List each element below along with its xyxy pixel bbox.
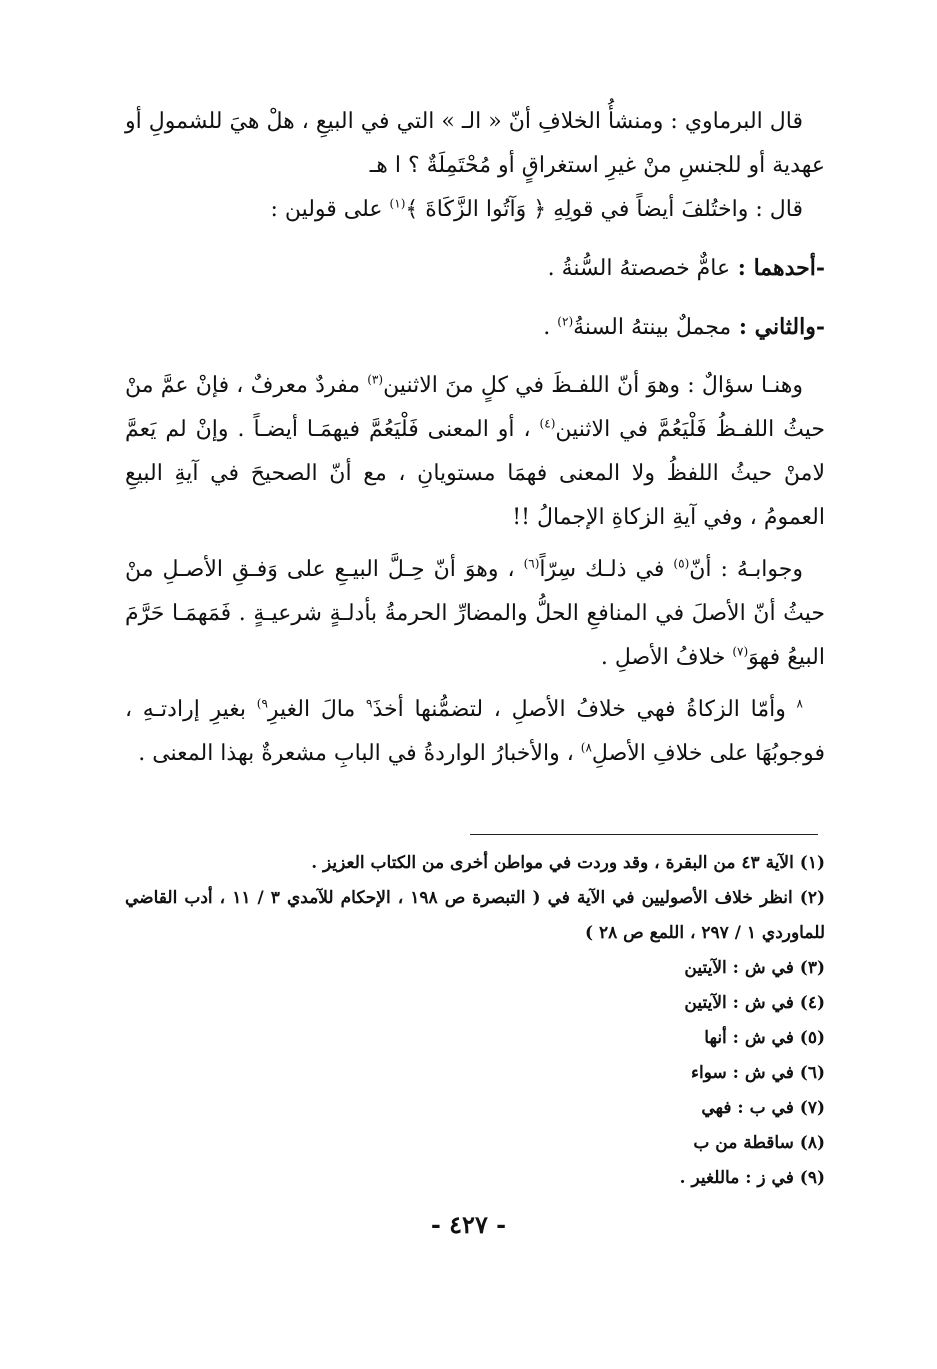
footnote-divider (470, 834, 818, 835)
paragraph-zakat (125, 688, 825, 776)
paragraph-answer (125, 548, 825, 680)
text-run: ، وهوَ أنّ حِـلَّ البيـعِ على وَفـقِ الأصـلِ منْ حيثُ أنّ الأصلَ في المنافعِ الحلُّ والمضارِّ الحرمةُ بأدلـةٍ شرعيـةٍ . فَمَهمَـا حَرَّمَ البيعُ فهوَ (125, 557, 825, 670)
footnote: (٨) ساقطة من ب (693, 1133, 825, 1153)
opinion-label: -أحدهما : (730, 255, 825, 281)
footnote-ref: (٢) (557, 314, 574, 329)
text-run: ، والأخبارُ الواردةُ في البابِ مشعرةٌ بهذا المعنى . (138, 741, 581, 766)
footnote: (٧) في ب : فهي (701, 1098, 825, 1118)
footnote: (٢) انظر خلاف الأصوليين في الآية في ( التبصرة ص ١٩٨ ، الإحكام للآمدي ٣ / ١١ ، أدب القاضي للماوردي ١ / ٢٩٧ ، اللمع ص ٢٨ ) (125, 888, 826, 943)
page-number: - ٤٢٧ - (430, 1210, 507, 1239)
footnote: (٣) في ش : الآيتين (684, 958, 825, 978)
paragraph-zakat-verse (125, 188, 825, 232)
text-run: وهنـا سؤالٌ : وهوَ أنّ اللفـظَ في كلٍ منَ الاثنين (383, 373, 804, 398)
paragraph-second-opinion (125, 305, 825, 350)
variant-marker: ٨) (580, 740, 592, 755)
footnote: (٦) في ش : سواء (691, 1063, 825, 1083)
footnote-ref: (٤) (539, 416, 556, 431)
footnote: (٤) في ش : الآيتين (684, 993, 825, 1013)
footnote-ref: (٦) (523, 556, 540, 571)
paragraph-barmawi-quote (125, 100, 825, 188)
variant-marker: ٩) (256, 696, 268, 711)
text-run: مالَ الغيرِ (267, 697, 367, 722)
variant-marker: ٨ (796, 696, 803, 711)
opinion-label: -والثاني : (731, 314, 825, 340)
footnote: (٥) في ش : أنها (704, 1028, 825, 1048)
paragraph-first-opinion (125, 246, 825, 291)
footnote: (١) الآية ٤٣ من البقرة ، وقد وردت في مواطن أخرى من الكتاب العزيز . (311, 853, 825, 873)
paragraph-line: عهدية أو للجنسِ منْ غيرِ استغراقٍ أو مُحْتَمِلَةٌ ؟ ا هـ (369, 153, 825, 178)
main-text (125, 100, 825, 776)
paragraph-question (125, 364, 825, 540)
opinion-text: مجملٌ بينتهُ السنةُ (573, 315, 732, 340)
footnote: (٩) في ز : ماللغير . (679, 1168, 825, 1188)
footnotes (125, 846, 825, 1196)
variant-marker: ٩ (366, 696, 373, 711)
text-run: وجوابـهُ : أنّ (689, 557, 803, 582)
text-run: في ذلـك سِرّاً (539, 557, 674, 582)
footnote-ref: (٣) (367, 372, 384, 387)
verse-sentence: قال : واختُلفَ أيضاً في قولِهِ ﴿ وَآتُوا الزَّكَاةَ ﴾ (405, 197, 803, 222)
paragraph-line: قال البرماوي : ومنشأُ الخلافِ أنّ « الـ » التي في البيعِ ، هلْ هيَ للشمولِ أو (125, 109, 803, 134)
text-run: بغيرِ إرادتـهِ ، فوجوبُهَا على خلافِ الأصلِ (125, 697, 825, 766)
text-run: ، أو المعنى فَلْيَعُمَّ فيهمَـا أيضـاً . وإنْ لم يَعمَّ لامنْ حيثُ اللفظُ ولا المعنى فهمَا مستويانِ ، مع أنّ الصحيحَ في آيةِ البيعِ العمومُ ، وفي آيةِ الزكاةِ الإجمالُ !! (125, 417, 825, 530)
footnote-ref: (٧) (732, 644, 749, 659)
text-run: مفردٌ معرفٌ ، فإنْ عمَّ منْ حيثُ اللفـظُ فَلْيَعُمَّ في الاثنين (125, 373, 825, 442)
text-run: خلافُ الأصلِ . (600, 645, 733, 670)
text-run: وأمّا الزكاةُ فهي خلافُ الأصلِ ، لتضمُّنها أخذَ (372, 697, 797, 722)
sentence-tail: . (543, 315, 558, 340)
sentence-tail: على قولين : (270, 197, 390, 222)
footnote-ref: (٥) (673, 556, 690, 571)
opinion-text: عامٌّ خصصتهُ السُّنةُ . (547, 256, 731, 281)
footnote-ref: (١) (389, 196, 406, 211)
